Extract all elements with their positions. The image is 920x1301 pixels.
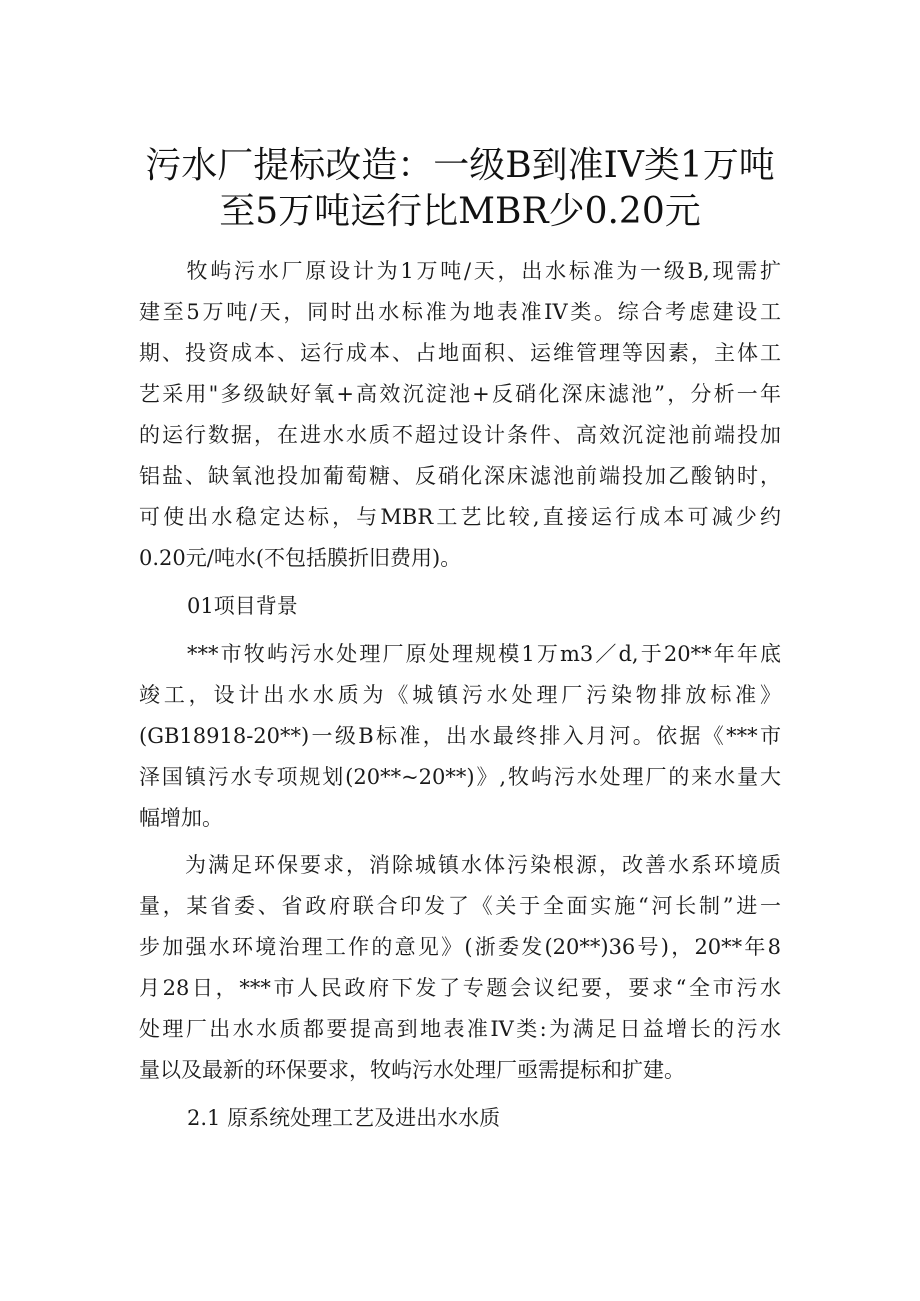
section-heading-project-background <box>139 586 781 627</box>
document-title-line-2: 至5万吨运行比MBR少0.20元 <box>219 191 701 232</box>
paragraph-line: 艺采用"多级缺好氧+高效沉淀池+反硝化深床滤池”，分析一年 <box>139 382 781 406</box>
paragraph-line: 步加强水环境治理工作的意见》(浙委发(20**)36号)，20**年8 <box>139 935 781 959</box>
paragraph-line: 量以及最新的环保要求，牧屿污水处理厂亟需提标和扩建。 <box>139 1058 685 1082</box>
paragraph-line: 0.20元/吨水(不包括膜折旧费用)。 <box>139 546 462 570</box>
paragraph-line: 的运行数据，在进水水质不超过设计条件、高效沉淀池前端投加 <box>139 423 781 447</box>
section-heading: 2.1 原系统处理工艺及进出水水质 <box>187 1106 501 1130</box>
background-paragraph <box>139 634 781 839</box>
paragraph-line: (GB18918-20**)一级B标准，出水最终排入月河。依据《***市 <box>139 724 781 748</box>
section-heading-original-process <box>139 1098 781 1139</box>
paragraph-line: 竣工，设计出水水质为《城镇污水处理厂污染物排放标准》 <box>139 683 781 707</box>
paragraph-line: 可使出水稳定达标，与MBR工艺比较,直接运行成本可减少约 <box>139 505 781 529</box>
paragraph-line: 量，某省委、省政府联合印发了《关于全面实施“河长制”进一 <box>139 894 781 918</box>
paragraph-line: 月28日，***市人民政府下发了专题会议纪要，要求“全市污水 <box>139 976 781 1000</box>
paragraph-line: 期、投资成本、运行成本、占地面积、运维管理等因素，主体工 <box>139 341 781 365</box>
paragraph-line: 为满足环保要求，消除城镇水体污染根源，改善水系环境质 <box>139 853 781 877</box>
paragraph-line: 铝盐、缺氧池投加葡萄糖、反硝化深床滤池前端投加乙酸钠时， <box>139 464 781 488</box>
paragraph-line: 牧屿污水厂原设计为1万吨/天，出水标准为一级B,现需扩 <box>139 259 781 283</box>
paragraph-line: 建至5万吨/天，同时出水标准为地表准IV类。综合考虑建设工 <box>139 300 781 324</box>
paragraph-line: ***市牧屿污水处理厂原处理规模1万m3／d,于20**年年底 <box>187 642 781 666</box>
policy-paragraph <box>139 845 781 1091</box>
abstract-paragraph <box>139 251 781 579</box>
paragraph-line: 处理厂出水水质都要提高到地表准IV类:为满足日益增长的污水 <box>139 1017 781 1041</box>
paragraph-line: 泽国镇污水专项规划(20**~20**)》,牧屿污水处理厂的来水量大 <box>139 765 781 789</box>
section-heading: 01项目背景 <box>187 594 298 618</box>
document-title-line-1: 污水厂提标改造：一级B到准IV类1万吨 <box>145 145 775 186</box>
paragraph-line: 幅增加。 <box>139 806 223 830</box>
